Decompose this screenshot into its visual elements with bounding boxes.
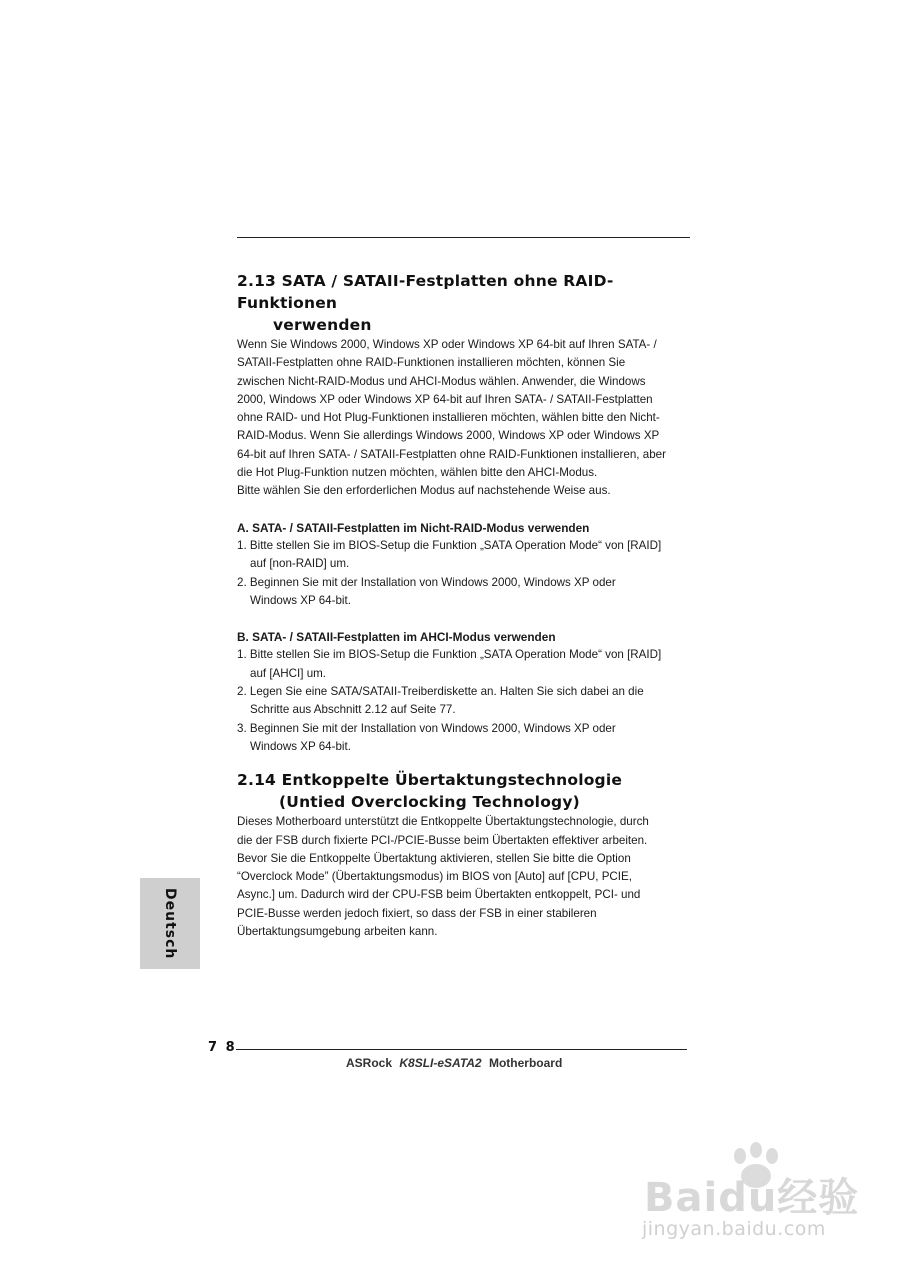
watermark-brand: Baidu经验 xyxy=(644,1175,860,1221)
list-item: 1. Bitte stellen Sie im BIOS-Setup die Funktion „SATA Operation Mode“ von [RAID] auf [non-RAID] um. xyxy=(237,538,662,571)
section-2-13-heading: 2.13 SATA / SATAII-Festplatten ohne RAID-Funktionen verwenden xyxy=(237,272,614,334)
subsection-b-steps xyxy=(237,646,697,756)
watermark-url: jingyan.baidu.com xyxy=(642,1218,826,1240)
section-2-14-heading: 2.14 Entkoppelte Übertaktungstechnologie (Untied Overclocking Technology) xyxy=(237,771,623,812)
footer-model: K8SLI-eSATA2 xyxy=(399,1056,482,1070)
manual-content xyxy=(237,270,697,941)
language-tab: Deutsch xyxy=(140,878,200,969)
list-item: 2. Beginnen Sie mit der Installation von Windows 2000, Windows XP oder Windows XP 64-bit. xyxy=(237,575,616,607)
subsection-a-steps xyxy=(237,537,697,610)
section-2-13-paragraph: Wenn Sie Windows 2000, Windows XP oder Windows XP 64-bit auf Ihren SATA- / SATAII-Festplatten ohne RAID-Funktionen installieren möchten, können Sie zwischen Nicht-RAID-Modus und AHCI-Modus wählen. Anwender, die Windows 2000, Windows XP oder Windows XP 64-bit auf Ihren SATA- / SATAII-Festplatten ohne RAID- und Hot Plug-Funktionen installieren möchten, wählen bitte den Nicht- RAID-Modus. Wenn Sie allerdings Windows 2000, Windows XP oder Windows XP 64-bit auf Ihren SATA- / SATAII-Festplatten ohne RAID-Funktionen installieren, aber die Hot Plug-Funktion nutzen möchten, wählen bitte den AHCI-Modus. Bitte wählen Sie den erforderlichen Modus auf nachstehende Weise aus. xyxy=(237,338,666,498)
list-item: 1. Bitte stellen Sie im BIOS-Setup die Funktion „SATA Operation Mode“ von [RAID] auf [AHCI] um. xyxy=(237,648,662,680)
page-number: 7 8 xyxy=(208,1040,237,1055)
section-2-14-paragraph: Dieses Motherboard unterstützt die Entkoppelte Übertaktungstechnologie, durch die der FSB durch fixierte PCI-/PCIE-Busse beim Übertakten effektiver arbeiten. Bevor Sie die Entkoppelte Übertaktung aktivieren, stellen Sie bitte die Option “Overclock Mode” (Übertaktungsmodus) im BIOS von [Auto] auf [CPU, PCIE, Async.] um. Dadurch wird der CPU-FSB beim Übertakten entkoppelt, PCI- und PCIE-Busse werden jedoch fixiert, so dass der FSB in einer stabileren Übertaktungsumgebung arbeiten kann. xyxy=(237,815,649,939)
bottom-divider xyxy=(236,1049,687,1050)
footer-brand: ASRock xyxy=(346,1056,393,1070)
footer-product-line xyxy=(346,1056,562,1070)
top-divider xyxy=(237,237,690,238)
subsection-b-heading: B. SATA- / SATAII-Festplatten im AHCI-Modus verwenden xyxy=(237,630,556,645)
list-item: 3. Beginnen Sie mit der Installation von Windows 2000, Windows XP oder Windows XP 64-bit. xyxy=(237,721,616,753)
footer-product: Motherboard xyxy=(488,1056,563,1070)
subsection-a-heading: A. SATA- / SATAII-Festplatten im Nicht-RAID-Modus verwenden xyxy=(237,520,590,535)
baidu-watermark xyxy=(640,1140,860,1250)
list-item: 2. Legen Sie eine SATA/SATAII-Treiberdiskette an. Halten Sie sich dabei an die Schritte aus Abschnitt 2.12 auf Seite 77. xyxy=(237,685,644,717)
